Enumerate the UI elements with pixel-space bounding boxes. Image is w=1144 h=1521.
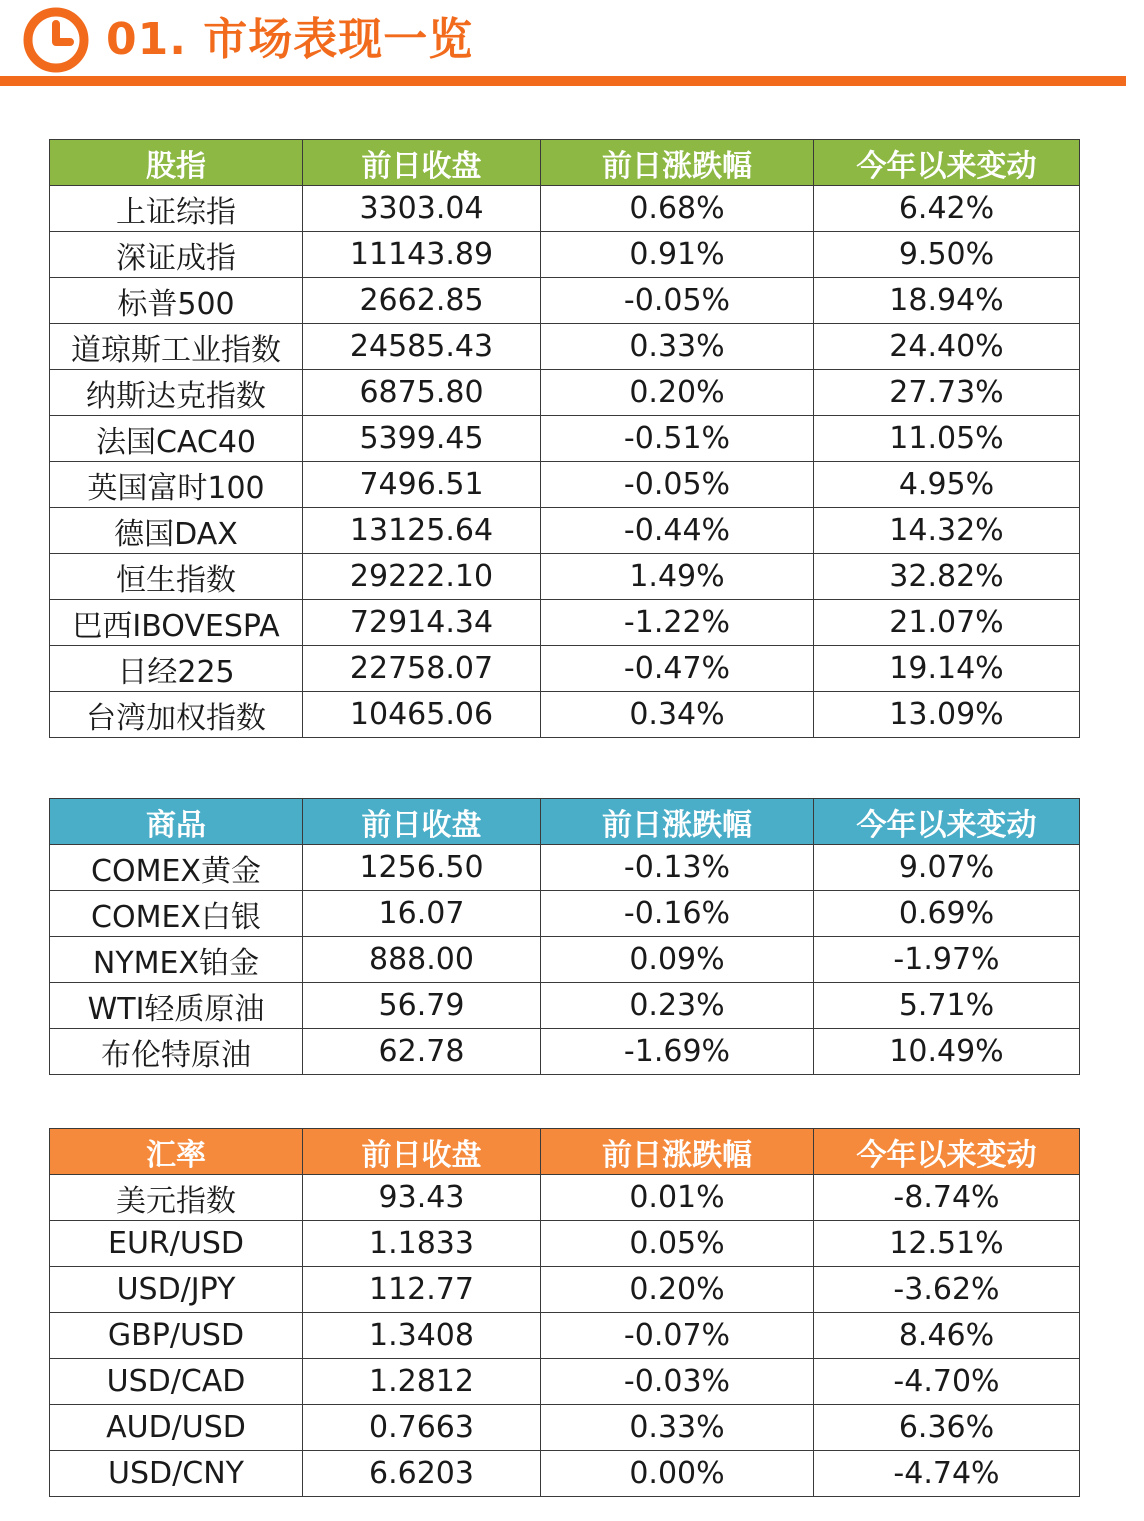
previous-close: 112.77 — [303, 1267, 541, 1313]
daily-change: 0.20% — [541, 1267, 814, 1313]
ytd-change: 27.73% — [814, 370, 1080, 416]
table-header-row — [50, 799, 1080, 845]
table-row — [50, 278, 1080, 324]
instrument-name: GBP/USD — [50, 1313, 303, 1359]
table-row — [50, 1359, 1080, 1405]
column-header: 今年以来变动 — [814, 140, 1080, 186]
table-row — [50, 845, 1080, 891]
previous-close: 0.7663 — [303, 1405, 541, 1451]
table-row — [50, 370, 1080, 416]
column-header: 前日收盘 — [303, 140, 541, 186]
column-header: 汇率 — [50, 1129, 303, 1175]
previous-close: 1.1833 — [303, 1221, 541, 1267]
instrument-name: COMEX黄金 — [50, 845, 303, 891]
previous-close: 56.79 — [303, 983, 541, 1029]
fx-rate-table — [49, 1128, 1080, 1497]
column-header: 今年以来变动 — [814, 1129, 1080, 1175]
previous-close: 11143.89 — [303, 232, 541, 278]
equity-index-table — [49, 139, 1080, 738]
instrument-name: AUD/USD — [50, 1405, 303, 1451]
table-row — [50, 1405, 1080, 1451]
table-row — [50, 186, 1080, 232]
daily-change: -0.47% — [541, 646, 814, 692]
daily-change: -1.69% — [541, 1029, 814, 1075]
ytd-change: 8.46% — [814, 1313, 1080, 1359]
ytd-change: 6.36% — [814, 1405, 1080, 1451]
daily-change: 0.01% — [541, 1175, 814, 1221]
instrument-name: 日经225 — [50, 646, 303, 692]
daily-change: 0.05% — [541, 1221, 814, 1267]
previous-close: 6.6203 — [303, 1451, 541, 1497]
instrument-name: 英国富时100 — [50, 462, 303, 508]
table-row — [50, 937, 1080, 983]
instrument-name: USD/CNY — [50, 1451, 303, 1497]
instrument-name: USD/CAD — [50, 1359, 303, 1405]
ytd-change: 12.51% — [814, 1221, 1080, 1267]
column-header: 股指 — [50, 140, 303, 186]
instrument-name: COMEX白银 — [50, 891, 303, 937]
daily-change: 0.33% — [541, 324, 814, 370]
instrument-name: USD/JPY — [50, 1267, 303, 1313]
column-header: 前日收盘 — [303, 1129, 541, 1175]
instrument-name: 标普500 — [50, 278, 303, 324]
table-row — [50, 554, 1080, 600]
ytd-change: -1.97% — [814, 937, 1080, 983]
column-header: 前日涨跌幅 — [541, 799, 814, 845]
previous-close: 6875.80 — [303, 370, 541, 416]
table-header-row — [50, 140, 1080, 186]
ytd-change: 6.42% — [814, 186, 1080, 232]
ytd-change: -3.62% — [814, 1267, 1080, 1313]
instrument-name: 巴西IBOVESPA — [50, 600, 303, 646]
ytd-change: 19.14% — [814, 646, 1080, 692]
table-row — [50, 983, 1080, 1029]
previous-close: 16.07 — [303, 891, 541, 937]
previous-close: 72914.34 — [303, 600, 541, 646]
daily-change: -0.07% — [541, 1313, 814, 1359]
daily-change: 0.91% — [541, 232, 814, 278]
previous-close: 93.43 — [303, 1175, 541, 1221]
previous-close: 5399.45 — [303, 416, 541, 462]
table-row — [50, 416, 1080, 462]
table-row — [50, 1451, 1080, 1497]
table-row — [50, 1029, 1080, 1075]
header-divider — [0, 76, 1126, 86]
daily-change: 0.33% — [541, 1405, 814, 1451]
column-header: 商品 — [50, 799, 303, 845]
daily-change: 0.20% — [541, 370, 814, 416]
daily-change: -0.13% — [541, 845, 814, 891]
instrument-name: 德国DAX — [50, 508, 303, 554]
table-row — [50, 462, 1080, 508]
previous-close: 22758.07 — [303, 646, 541, 692]
table-row — [50, 324, 1080, 370]
ytd-change: 9.50% — [814, 232, 1080, 278]
table-row — [50, 232, 1080, 278]
column-header: 前日涨跌幅 — [541, 140, 814, 186]
ytd-change: 0.69% — [814, 891, 1080, 937]
ytd-change: 11.05% — [814, 416, 1080, 462]
daily-change: 1.49% — [541, 554, 814, 600]
clock-icon — [22, 6, 90, 74]
previous-close: 1256.50 — [303, 845, 541, 891]
ytd-change: 9.07% — [814, 845, 1080, 891]
previous-close: 24585.43 — [303, 324, 541, 370]
daily-change: -0.05% — [541, 462, 814, 508]
ytd-change: 32.82% — [814, 554, 1080, 600]
instrument-name: 道琼斯工业指数 — [50, 324, 303, 370]
ytd-change: 18.94% — [814, 278, 1080, 324]
previous-close: 29222.10 — [303, 554, 541, 600]
table-row — [50, 646, 1080, 692]
table-row — [50, 508, 1080, 554]
instrument-name: NYMEX铂金 — [50, 937, 303, 983]
daily-change: 0.09% — [541, 937, 814, 983]
ytd-change: 10.49% — [814, 1029, 1080, 1075]
previous-close: 1.3408 — [303, 1313, 541, 1359]
daily-change: -1.22% — [541, 600, 814, 646]
instrument-name: 布伦特原油 — [50, 1029, 303, 1075]
ytd-change: -4.74% — [814, 1451, 1080, 1497]
daily-change: -0.44% — [541, 508, 814, 554]
instrument-name: 纳斯达克指数 — [50, 370, 303, 416]
previous-close: 1.2812 — [303, 1359, 541, 1405]
instrument-name: 深证成指 — [50, 232, 303, 278]
commodity-table — [49, 798, 1080, 1075]
previous-close: 3303.04 — [303, 186, 541, 232]
previous-close: 2662.85 — [303, 278, 541, 324]
instrument-name: EUR/USD — [50, 1221, 303, 1267]
page-title: 01. 市场表现一览 — [106, 14, 474, 65]
ytd-change: -4.70% — [814, 1359, 1080, 1405]
daily-change: 0.34% — [541, 692, 814, 738]
instrument-name: 法国CAC40 — [50, 416, 303, 462]
table-header-row — [50, 1129, 1080, 1175]
ytd-change: 13.09% — [814, 692, 1080, 738]
table-row — [50, 1221, 1080, 1267]
daily-change: 0.68% — [541, 186, 814, 232]
previous-close: 13125.64 — [303, 508, 541, 554]
column-header: 今年以来变动 — [814, 799, 1080, 845]
previous-close: 62.78 — [303, 1029, 541, 1075]
instrument-name: WTI轻质原油 — [50, 983, 303, 1029]
ytd-change: 5.71% — [814, 983, 1080, 1029]
column-header: 前日收盘 — [303, 799, 541, 845]
column-header: 前日涨跌幅 — [541, 1129, 814, 1175]
table-row — [50, 692, 1080, 738]
ytd-change: -8.74% — [814, 1175, 1080, 1221]
ytd-change: 14.32% — [814, 508, 1080, 554]
instrument-name: 恒生指数 — [50, 554, 303, 600]
daily-change: 0.23% — [541, 983, 814, 1029]
ytd-change: 24.40% — [814, 324, 1080, 370]
table-row — [50, 1267, 1080, 1313]
ytd-change: 21.07% — [814, 600, 1080, 646]
instrument-name: 上证综指 — [50, 186, 303, 232]
instrument-name: 美元指数 — [50, 1175, 303, 1221]
table-row — [50, 600, 1080, 646]
daily-change: 0.00% — [541, 1451, 814, 1497]
instrument-name: 台湾加权指数 — [50, 692, 303, 738]
daily-change: -0.05% — [541, 278, 814, 324]
daily-change: -0.51% — [541, 416, 814, 462]
ytd-change: 4.95% — [814, 462, 1080, 508]
table-row — [50, 1175, 1080, 1221]
previous-close: 888.00 — [303, 937, 541, 983]
previous-close: 7496.51 — [303, 462, 541, 508]
daily-change: -0.16% — [541, 891, 814, 937]
daily-change: -0.03% — [541, 1359, 814, 1405]
table-row — [50, 1313, 1080, 1359]
table-row — [50, 891, 1080, 937]
page-header — [0, 0, 1144, 92]
previous-close: 10465.06 — [303, 692, 541, 738]
